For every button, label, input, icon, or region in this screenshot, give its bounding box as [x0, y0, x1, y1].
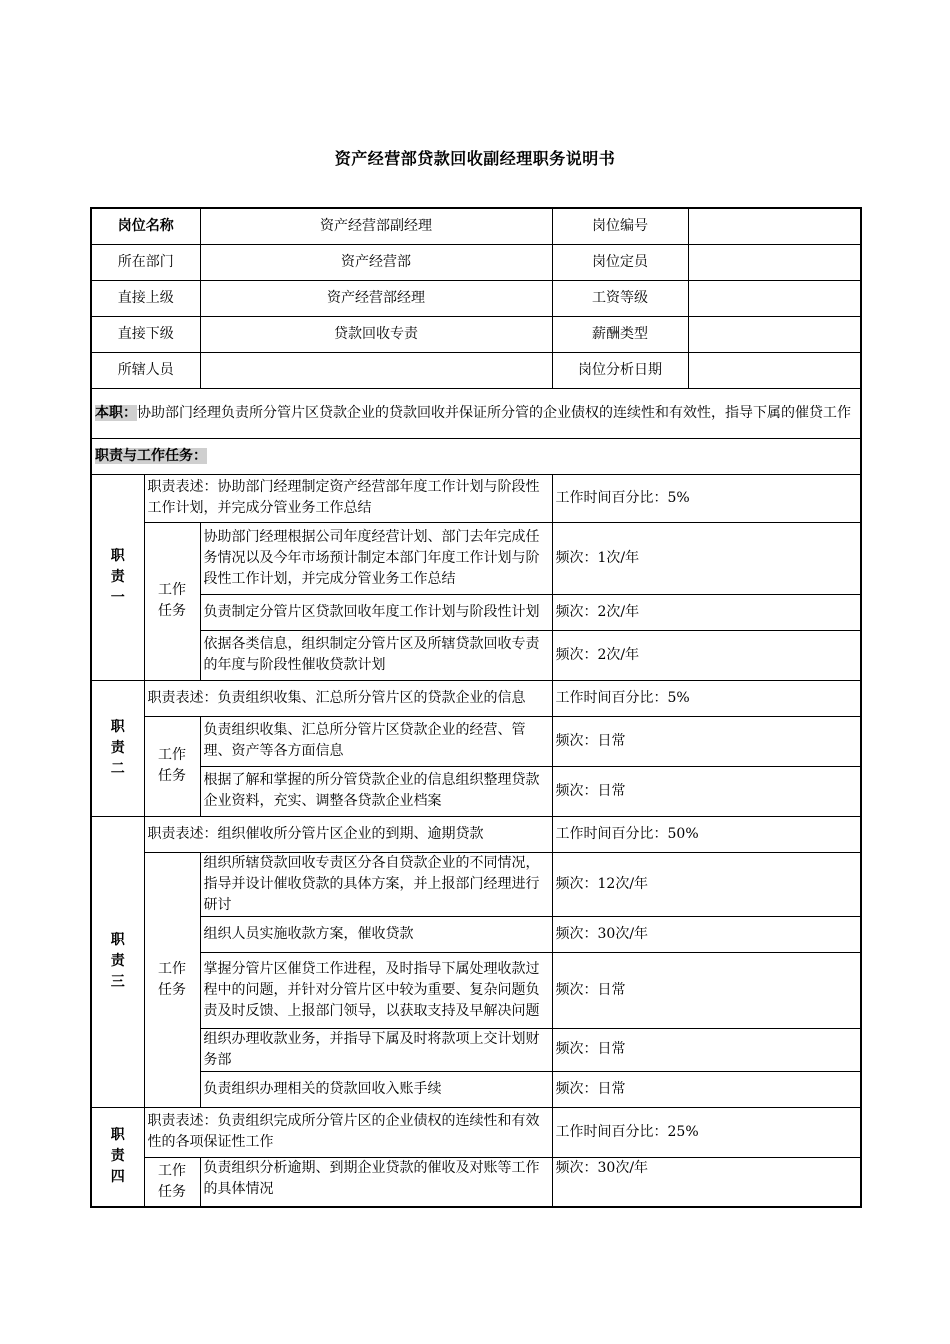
- info-value: 资产经营部经理: [200, 280, 552, 316]
- task-label: 工作任务: [144, 716, 200, 816]
- info-label: 直接下级: [91, 316, 200, 352]
- task-frequency: 频次：12次/年: [552, 852, 861, 916]
- task-frequency: 频次：2次/年: [552, 594, 861, 630]
- info-row: [91, 316, 861, 352]
- task-text: 掌握分管片区催贷工作进程，及时指导下属处理收款过程中的问题，并针对分管片区中较为重要、复杂问题负责及时反馈、上报部门领导，以获取支持及早解决问题: [200, 952, 552, 1028]
- duty-name-char: 责: [110, 568, 125, 585]
- duty-name-cell: [91, 1107, 144, 1207]
- duty-name-char: 责: [110, 739, 125, 756]
- task-frequency: 频次：日常: [552, 1028, 861, 1071]
- task-frequency: 频次：日常: [552, 952, 861, 1028]
- info-row: [91, 208, 861, 244]
- benzhi-text: 协助部门经理负责所分管片区贷款企业的贷款回收并保证所分管的企业债权的连续性和有效性，指导下属的催贷工作: [137, 404, 851, 421]
- task-frequency: 频次：日常: [552, 766, 861, 816]
- task-row: [91, 852, 861, 916]
- benzhi-cell: [91, 388, 861, 438]
- duty-statement-row: [91, 1107, 861, 1157]
- info-value: 资产经营部副经理: [200, 208, 552, 244]
- info-row: [91, 244, 861, 280]
- task-label: 工作任务: [144, 852, 200, 1107]
- duty-name-cell: [91, 816, 144, 1107]
- duty-percent: 工作时间百分比：25%: [552, 1107, 861, 1157]
- task-label: 工作任务: [144, 1157, 200, 1207]
- duty-statement: 职责表述：协助部门经理制定资产经营部年度工作计划与阶段性工作计划，并完成分管业务工作总结: [144, 474, 552, 522]
- duty-percent: 工作时间百分比：5%: [552, 474, 861, 522]
- info-label: 工资等级: [552, 280, 688, 316]
- info-value: 资产经营部: [200, 244, 552, 280]
- duty-name-cell: [91, 680, 144, 816]
- info-label: 岗位编号: [552, 208, 688, 244]
- task-row: [91, 1157, 861, 1207]
- task-frequency: 频次：2次/年: [552, 630, 861, 680]
- duties-header: 职责与工作任务：: [95, 447, 207, 464]
- duty-name-char: 职: [110, 547, 125, 564]
- info-row: [91, 352, 861, 388]
- task-row: [91, 952, 861, 1028]
- info-label: 岗位分析日期: [552, 352, 688, 388]
- task-row: [91, 716, 861, 766]
- info-label: 岗位定员: [552, 244, 688, 280]
- task-text: 组织所辖贷款回收专责区分各自贷款企业的不同情况，指导并设计催收贷款的具体方案，并上报部门经理进行研讨: [200, 852, 552, 916]
- task-frequency: 频次：日常: [552, 716, 861, 766]
- task-frequency: 频次：1次/年: [552, 522, 861, 594]
- task-text: 负责组织分析逾期、到期企业贷款的催收及对账等工作的具体情况: [200, 1157, 552, 1207]
- duty-statement-row: [91, 474, 861, 522]
- duty-statement-row: [91, 680, 861, 716]
- duty-name-char: 责: [110, 953, 125, 969]
- task-text: 协助部门经理根据公司年度经营计划、部门去年完成任务情况以及今年市场预计制定本部门年度工作计划与阶段性工作计划，并完成分管业务工作总结: [200, 522, 552, 594]
- duty-percent: 工作时间百分比：5%: [552, 680, 861, 716]
- info-value: [688, 316, 861, 352]
- info-label: 薪酬类型: [552, 316, 688, 352]
- duties-header-cell: [91, 438, 861, 474]
- duty-statement: 职责表述：负责组织收集、汇总所分管片区的贷款企业的信息: [144, 680, 552, 716]
- duty-name-char: 二: [110, 760, 125, 777]
- benzhi-row: [91, 388, 861, 438]
- info-label: 直接上级: [91, 280, 200, 316]
- task-text: 组织人员实施收款方案，催收贷款: [200, 916, 552, 952]
- task-row: [91, 630, 861, 680]
- duty-name-char: 职: [110, 1127, 125, 1144]
- task-text: 负责制定分管片区贷款回收年度工作计划与阶段性计划: [200, 594, 552, 630]
- task-text: 根据了解和掌握的所分管贷款企业的信息组织整理贷款企业资料，充实、调整各贷款企业档案: [200, 766, 552, 816]
- task-row: [91, 1028, 861, 1071]
- info-label: 岗位名称: [91, 208, 200, 244]
- info-label: 所在部门: [91, 244, 200, 280]
- task-row: [91, 766, 861, 816]
- duty-name-cell: [91, 474, 144, 680]
- task-row: [91, 522, 861, 594]
- info-value: [688, 280, 861, 316]
- duty-name-char: 职: [110, 932, 125, 948]
- duty-name-char: 责: [110, 1148, 125, 1165]
- task-text: 依据各类信息，组织制定分管片区及所辖贷款回收专责的年度与阶段性催收贷款计划: [200, 630, 552, 680]
- task-text: 组织办理收款业务，并指导下属及时将款项上交计划财务部: [200, 1028, 552, 1071]
- task-label: 工作任务: [144, 522, 200, 680]
- info-value: [688, 244, 861, 280]
- task-frequency: 频次：日常: [552, 1071, 861, 1107]
- task-frequency: 频次：30次/年: [552, 1157, 861, 1207]
- info-value: [688, 352, 861, 388]
- info-value: 贷款回收专责: [200, 316, 552, 352]
- duty-statement-row: [91, 816, 861, 852]
- task-frequency: 频次：30次/年: [552, 916, 861, 952]
- duty-statement: 职责表述：组织催收所分管片区企业的到期、逾期贷款: [144, 816, 552, 852]
- duty-name-char: 一: [110, 589, 125, 606]
- task-text: 负责组织办理相关的贷款回收入账手续: [200, 1071, 552, 1107]
- document-title: 资产经营部贷款回收副经理职务说明书: [334, 149, 616, 168]
- duty-statement: 职责表述：负责组织完成所分管片区的企业债权的连续性和有效性的各项保证性工作: [144, 1107, 552, 1157]
- duties-header-row: [91, 438, 861, 474]
- task-text: 负责组织收集、汇总所分管片区贷款企业的经营、管理、资产等各方面信息: [200, 716, 552, 766]
- benzhi-label: 本职：: [95, 404, 137, 421]
- info-row: [91, 280, 861, 316]
- info-value: [200, 352, 552, 388]
- task-row: [91, 594, 861, 630]
- job-description-table: [90, 207, 862, 1208]
- task-row: [91, 1071, 861, 1107]
- duty-name-char: 三: [110, 974, 125, 990]
- info-value: [688, 208, 861, 244]
- task-row: [91, 916, 861, 952]
- duty-name-char: 四: [110, 1169, 125, 1186]
- duty-name-char: 职: [110, 718, 125, 735]
- info-label: 所辖人员: [91, 352, 200, 388]
- duty-percent: 工作时间百分比：50%: [552, 816, 861, 852]
